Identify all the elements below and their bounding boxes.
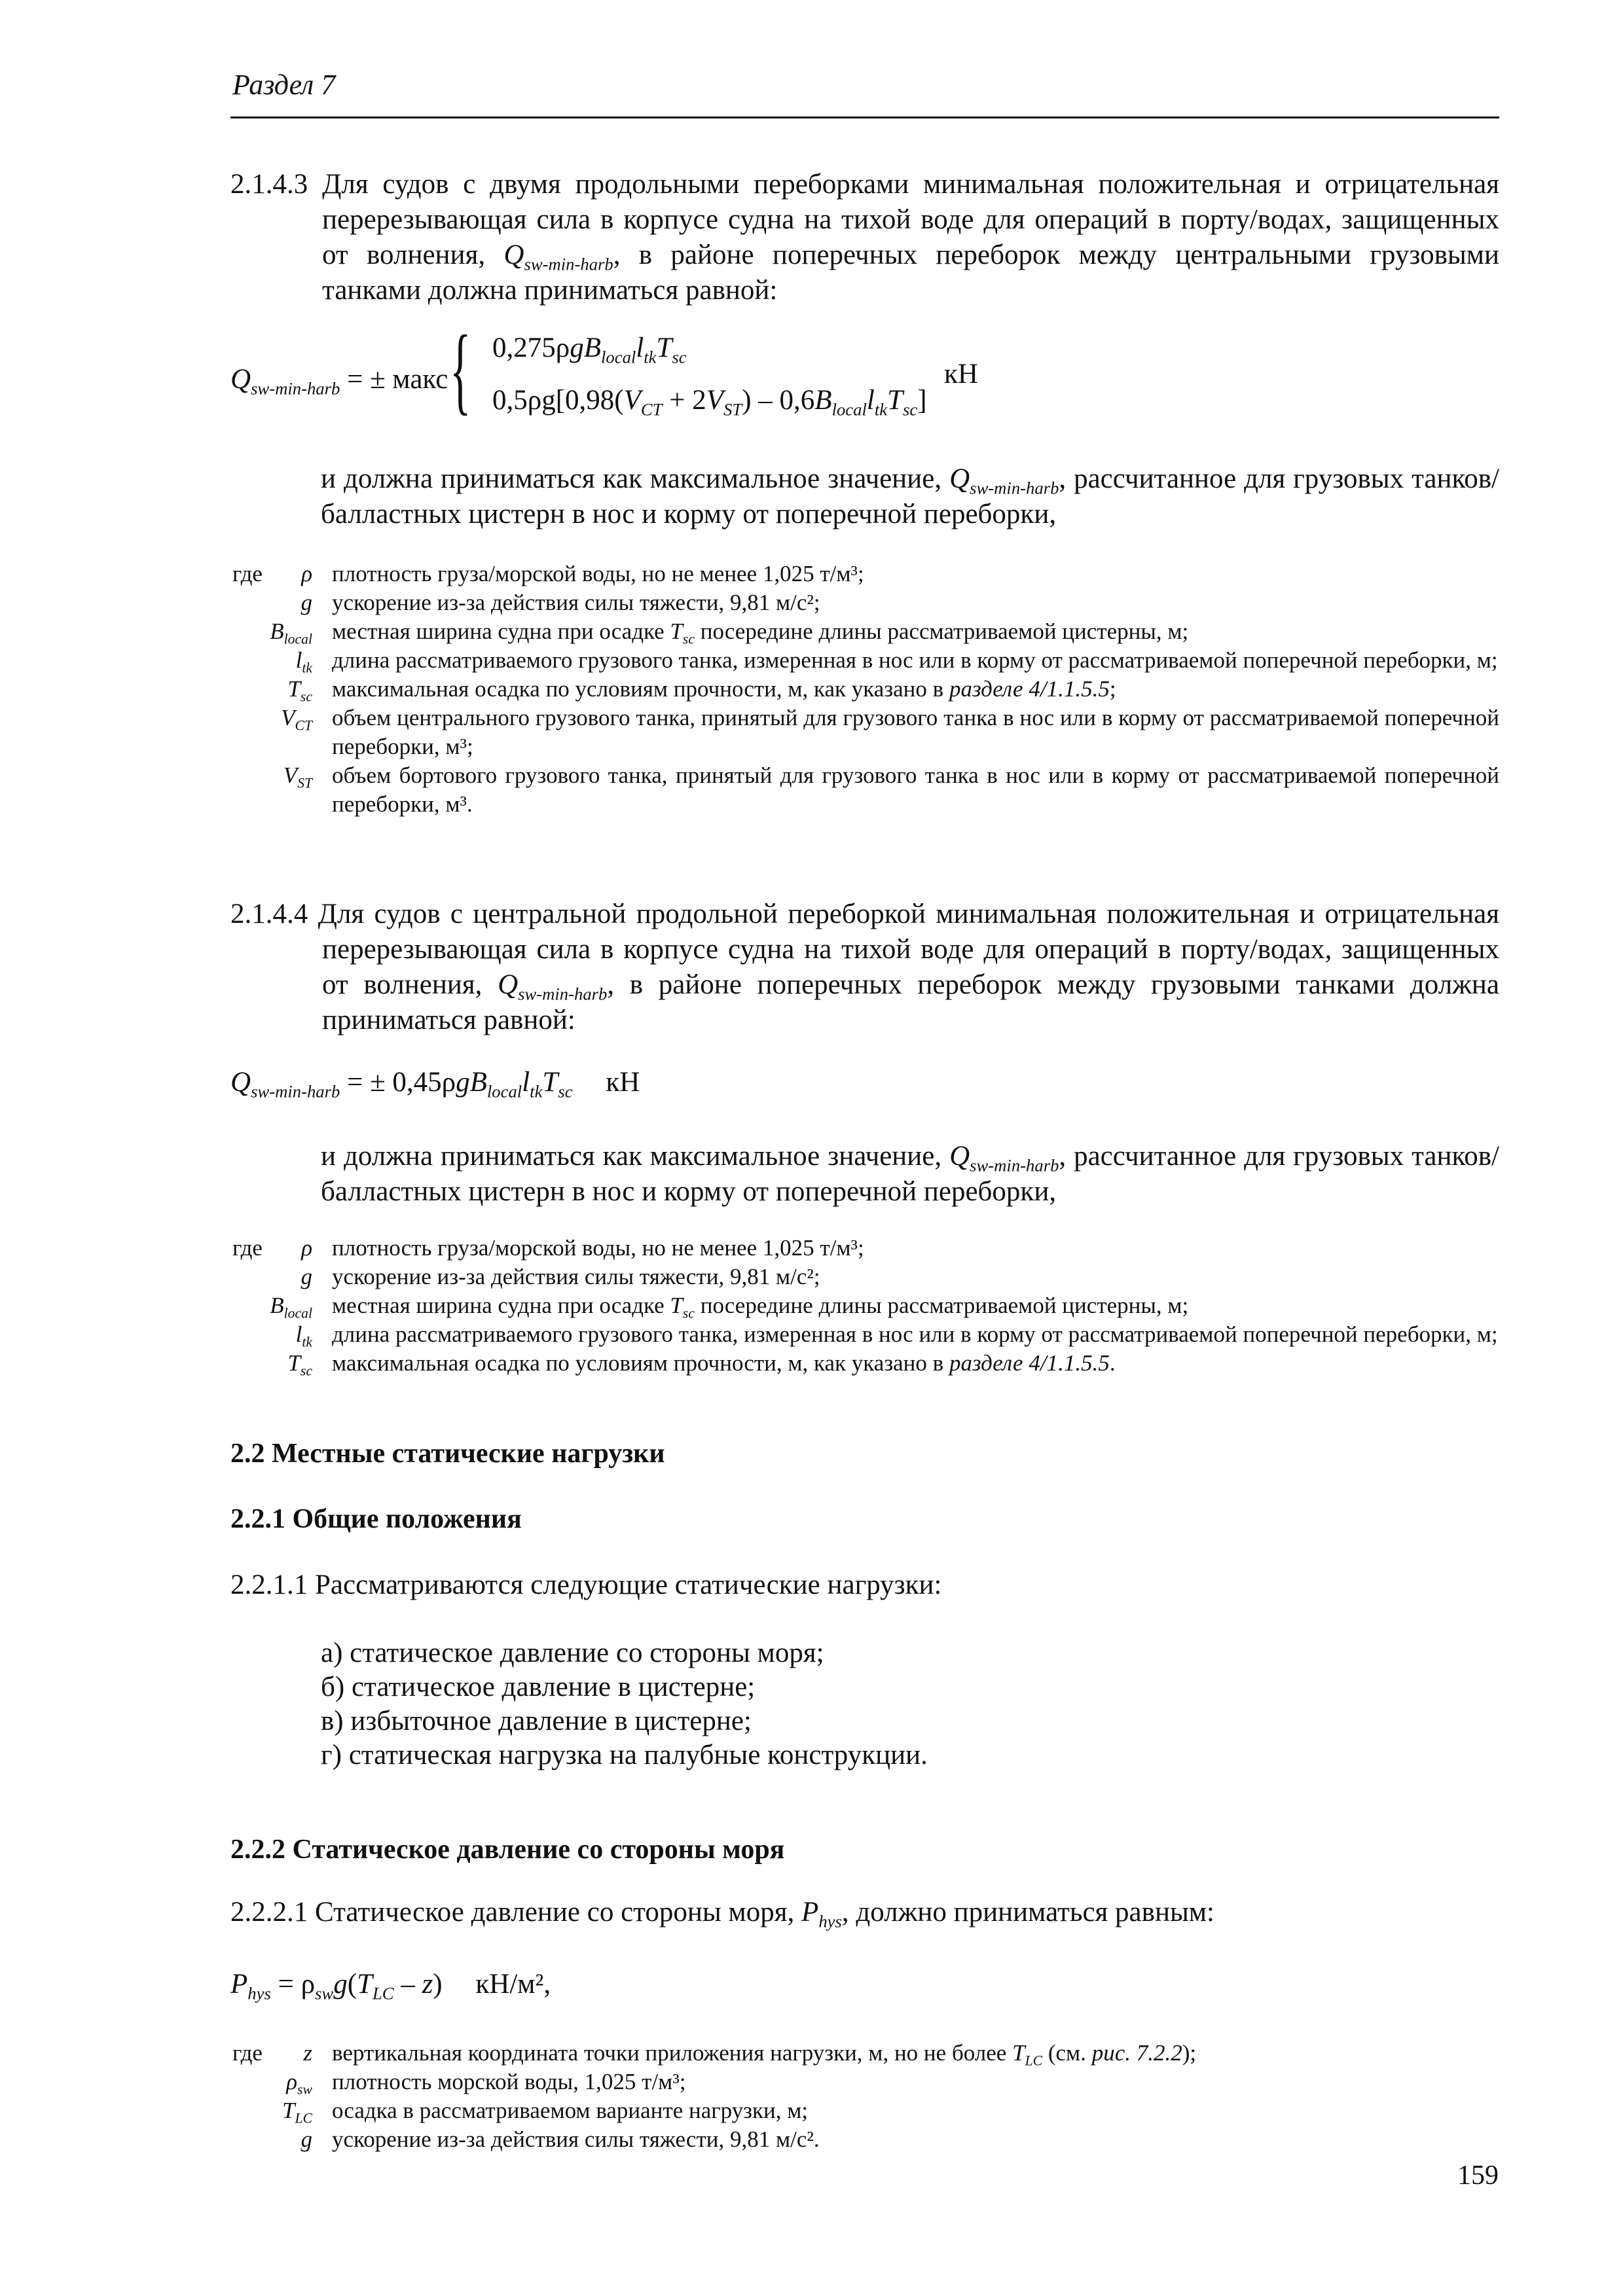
def-l-tk: $l_{tk}$ длина рассматриваемого грузового танка, измеренная в нос или в корму от рассматриваемой поперечной переборки, м;: [295, 1321, 1498, 1350]
heading-2-2-2: 2.2.2 Статическое давление со стороны моря: [230, 1835, 785, 1865]
paragraph-2-1-4-4: 2.1.4.4 Для судов с центральной продольной переборкой минимальная положительная и отрицательная перерезывающая сила в корпусе судна на тихой воде для операций в порту/водах, защищенных от волнения, $Q_{sw-min-harb}$, в районе поперечных переборок между грузовыми танками должна приниматься равной:: [230, 899, 1500, 1035]
def-rho: где ρ плотность груза/морской воды, но не менее 1,025 т/м³;: [232, 561, 864, 586]
page-number: 159: [1457, 2161, 1499, 2191]
def-v-st: $V_{ST}$ объем бортового грузового танка, принятый для грузового танка в нос или в корму от рассматриваемой поперечной переборки, м³.: [283, 762, 1499, 817]
formula-1: $Q_{sw-min-harb}$ = ± макс { $0,275\rho gB_{local}l_{tk}T_{sc}$ $0,5\rho g[0,98(V_{CT} + 2V_{ST}) - 0,6B_{local}l_{tk}T_{sc}]$ кН: [230, 315, 978, 424]
def-t-lc: $T_{LC}$ осадка в рассматриваемом варианте нагрузки, м;: [282, 2098, 809, 2126]
def-b-local: $B_{local}$ местная ширина судна при осадке $T_{sc}$ посередине длины рассматриваемой цистерны, м;: [270, 1293, 1189, 1321]
definitions-1: [230, 560, 1499, 819]
list-item: в) избыточное давление в цистерне;: [321, 1706, 752, 1736]
def-g: g ускорение из-за действия силы тяжести, 9,81 м/с².: [301, 2126, 820, 2152]
def-rho-sw: $\rho_{sw}$ плотность морской воды, 1,025 т/м³;: [286, 2069, 686, 2098]
def-g: g ускорение из-за действия силы тяжести, 9,81 м/с²;: [301, 1264, 820, 1289]
paragraph-2-2-1-1: 2.2.1.1 Рассматриваются следующие статические нагрузки:: [230, 1570, 942, 1600]
paragraph-2-1-4-3: 2.1.4.3 Для судов с двумя продольными переборками минимальная положительная и отрицательная перерезывающая сила в корпусе судна на тихой воде для операций в порту/водах, защищенных от волнения, $Q_{sw-min-harb}$, в районе поперечных переборок между центральными грузовыми танками должна приниматься равной:: [230, 169, 1500, 306]
def-z: где z вертикальная координата точки приложения нагрузки, м, но не более $T_{LC}$ (см. рис. 7.2.2);: [232, 2040, 1197, 2069]
definitions-2: [230, 1234, 1499, 1378]
formula-1-unit: кН: [944, 359, 978, 389]
curly-brace: {: [450, 315, 471, 424]
def-rho: где ρ плотность груза/морской воды, но не менее 1,025 т/м³;: [232, 1235, 864, 1261]
paragraph-after-formula-2: и должна приниматься как максимальное значение, $Q_{sw-min-harb}$, рассчитанное для грузовых танков/балластных цистерн в нос и корму от поперечной переборки,: [321, 1141, 1499, 1207]
heading-2-2-1: 2.2.1 Общие положения: [230, 1504, 522, 1534]
formula-1-line-1: $0,275\rho gB_{local}l_{tk}T_{sc}$: [492, 332, 687, 367]
header-rule: [230, 117, 1499, 118]
def-v-ct: $V_{CT}$ объем центрального грузового танка, принятый для грузового танка в нос или в корму от рассматриваемой поперечной переборки, м³;: [281, 705, 1499, 759]
def-t-sc: $T_{sc}$ максимальная осадка по условиям прочности, м, как указано в разделе 4/1.1.5.5;: [287, 676, 1116, 705]
list-item: г) статическая нагрузка на палубные конструкции.: [321, 1740, 928, 1770]
heading-2-2: 2.2 Местные статические нагрузки: [230, 1439, 665, 1469]
para-text: Для судов с двумя продольными переборками минимальная положительная и отрицательная перерезывающая сила в корпусе судна на тихой воде для операций в порту/водах, защищенных от волнения,: [322, 169, 1500, 270]
paragraph-2-2-2-1: 2.2.2.1 Статическое давление со стороны моря, $P_{hys}$, должно приниматься равным:: [230, 1897, 1215, 1931]
list-item: б) статическое давление в цистерне;: [321, 1672, 756, 1702]
formula-1-line-2: $0,5\rho g[0,98(V_{CT} + 2V_{ST}) - 0,6B_{local}l_{tk}T_{sc}]$: [492, 385, 927, 420]
load-list: [321, 1636, 928, 1772]
list-item: а) статическое давление со стороны моря;: [321, 1638, 824, 1668]
def-g: g ускорение из-за действия силы тяжести, 9,81 м/с²;: [301, 590, 820, 615]
definitions-3: [230, 2039, 1499, 2154]
def-l-tk: $l_{tk}$ длина рассматриваемого грузового танка, измеренная в нос или в корму от рассматриваемой поперечной переборки, м;: [295, 647, 1498, 676]
formula-2: $Q_{sw-min-harb}$ = ± $0,45\rho gB_{local}l_{tk}T_{sc}$ кН: [230, 1067, 640, 1102]
paragraph-after-formula-1: и должна приниматься как максимальное значение, $Q_{sw-min-harb}$, рассчитанное для грузовых танков/балластных цистерн в нос и корму от поперечной переборки,: [321, 463, 1499, 529]
formula-3: $P_{hys} = \rho_{sw}g(T_{LC} - z)$ кН/м²,: [230, 1969, 551, 2003]
def-t-sc: $T_{sc}$ максимальная осадка по условиям прочности, м, как указано в разделе 4/1.1.5.5.: [287, 1350, 1116, 1379]
para-number: 2.1.4.3: [230, 169, 308, 200]
def-b-local: $B_{local}$ местная ширина судна при осадке $T_{sc}$ посередине длины рассматриваемой цистерны, м;: [270, 619, 1189, 647]
section-header: Раздел 7: [232, 69, 336, 101]
